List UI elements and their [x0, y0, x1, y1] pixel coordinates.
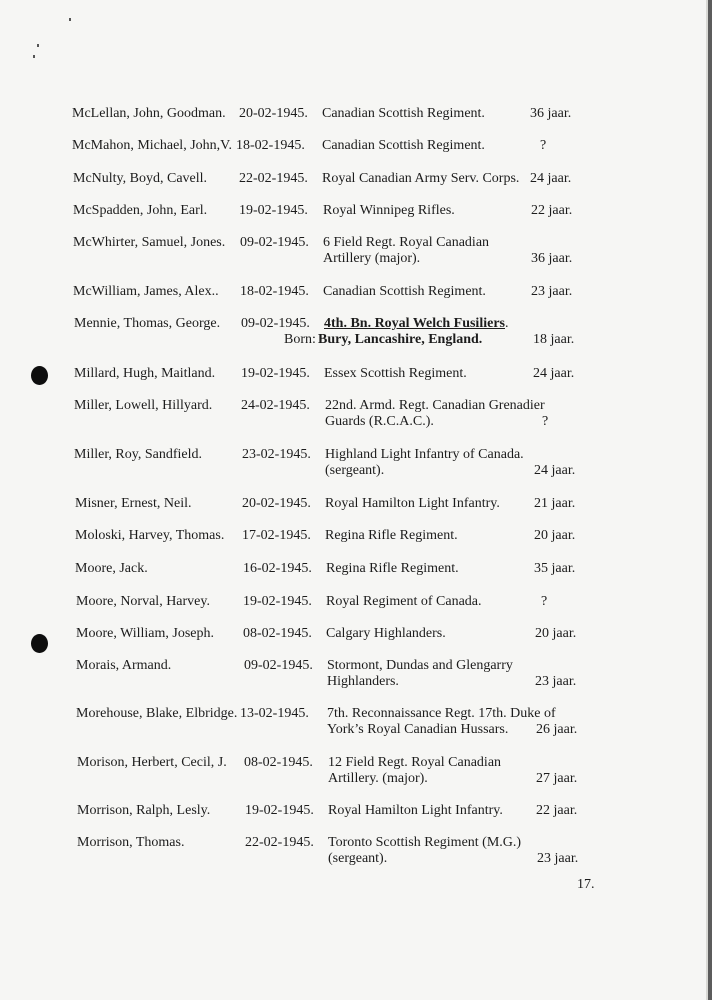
death-date: 20-02-1945.	[239, 106, 308, 121]
soldier-name: McNulty, Boyd, Cavell.	[73, 171, 208, 186]
soldier-name: McWilliam, James, Alex..	[73, 284, 219, 299]
unit: 6 Field Regt. Royal Canadian	[323, 235, 490, 250]
death-date: 24-02-1945.	[241, 398, 310, 413]
unit-line-2: (sergeant).	[328, 851, 388, 866]
soldier-name: Moloski, Harvey, Thomas.	[75, 528, 225, 543]
unit-line-2: Artillery (major).	[323, 251, 421, 266]
soldier-name: McWhirter, Samuel, Jones.	[73, 235, 226, 250]
death-date: 09-02-1945.	[241, 316, 310, 331]
death-date: 18-02-1945.	[240, 284, 309, 299]
age: 20 jaar.	[535, 626, 577, 641]
age: ?	[542, 414, 549, 429]
age: 21 jaar.	[534, 496, 576, 511]
punch-hole	[31, 634, 48, 653]
age: 26 jaar.	[536, 722, 578, 737]
unit-name: 4th. Bn. Royal Welch Fusiliers	[324, 316, 505, 331]
unit: Regina Rifle Regiment.	[326, 561, 459, 576]
unit-emphasized	[324, 315, 508, 332]
age: 36 jaar.	[531, 251, 573, 266]
death-date: 17-02-1945.	[242, 528, 311, 543]
soldier-name: Morehouse, Blake, Elbridge.	[76, 706, 238, 721]
unit-line-2: (sergeant).	[325, 463, 385, 478]
age: 36 jaar.	[530, 106, 572, 121]
unit: Royal Hamilton Light Infantry.	[328, 803, 503, 818]
age: 18 jaar.	[533, 332, 575, 347]
age: ?	[541, 594, 548, 609]
unit: Royal Hamilton Light Infantry.	[325, 496, 500, 511]
unit: Canadian Scottish Regiment.	[322, 138, 485, 153]
unit: Royal Canadian Army Serv. Corps.	[322, 171, 520, 186]
death-date: 19-02-1945.	[241, 366, 310, 381]
born-label: Born:	[284, 332, 316, 347]
age: 22 jaar.	[531, 203, 573, 218]
soldier-name: Miller, Roy, Sandfield.	[74, 447, 203, 462]
soldier-name: Mennie, Thomas, George.	[74, 316, 221, 331]
punch-hole	[31, 366, 48, 385]
age: 22 jaar.	[536, 803, 578, 818]
age: 35 jaar.	[534, 561, 576, 576]
death-date: 08-02-1945.	[243, 626, 312, 641]
unit: Calgary Highlanders.	[326, 626, 446, 641]
soldier-name: Morrison, Thomas.	[77, 835, 185, 850]
unit: Royal Winnipeg Rifles.	[323, 203, 455, 218]
soldier-name: Moore, William, Joseph.	[76, 626, 214, 641]
unit: Toronto Scottish Regiment (M.G.)	[328, 835, 522, 850]
age: 23 jaar.	[535, 674, 577, 689]
death-date: 22-02-1945.	[239, 171, 308, 186]
age: 24 jaar.	[530, 171, 572, 186]
age: 24 jaar.	[533, 366, 575, 381]
death-date: 08-02-1945.	[244, 755, 313, 770]
unit-line-2: Guards (R.C.A.C.).	[325, 414, 434, 429]
age: 23 jaar.	[531, 284, 573, 299]
unit: 7th. Reconnaissance Regt. 17th. Duke of	[327, 706, 556, 721]
death-date: 22-02-1945.	[245, 835, 314, 850]
soldier-name: McLellan, John, Goodman.	[72, 106, 226, 121]
scan-mark	[69, 18, 71, 21]
scan-mark	[33, 55, 35, 58]
death-date: 16-02-1945.	[243, 561, 312, 576]
soldier-name: Moore, Jack.	[75, 561, 148, 576]
unit-line-2: Artillery. (major).	[328, 771, 428, 786]
death-date: 09-02-1945.	[240, 235, 309, 250]
soldier-name: Morrison, Ralph, Lesly.	[77, 803, 211, 818]
soldier-name: Morais, Armand.	[76, 658, 172, 673]
unit-line-2: Highlanders.	[327, 674, 399, 689]
unit: Highland Light Infantry of Canada.	[325, 447, 524, 462]
soldier-name: Millard, Hugh, Maitland.	[74, 366, 216, 381]
scan-mark	[37, 44, 39, 47]
soldier-name: McMahon, Michael, John,V.	[72, 138, 232, 153]
birthplace: Bury, Lancashire, England.	[318, 332, 483, 347]
soldier-name: Moore, Norval, Harvey.	[76, 594, 210, 609]
unit: Stormont, Dundas and Glengarry	[327, 658, 513, 673]
age: 24 jaar.	[534, 463, 576, 478]
death-date: 19-02-1945.	[239, 203, 308, 218]
death-date: 18-02-1945.	[236, 138, 305, 153]
unit: Canadian Scottish Regiment.	[323, 284, 486, 299]
unit: Regina Rifle Regiment.	[325, 528, 458, 543]
death-date: 19-02-1945.	[245, 803, 314, 818]
unit: Royal Regiment of Canada.	[326, 594, 482, 609]
soldier-name: Morison, Herbert, Cecil, J.	[77, 755, 227, 770]
unit: 22nd. Armd. Regt. Canadian Grenadier	[325, 398, 545, 413]
unit-line-2: York’s Royal Canadian Hussars.	[327, 722, 509, 737]
death-date: 09-02-1945.	[244, 658, 313, 673]
unit-suffix: .	[504, 316, 509, 331]
death-date: 13-02-1945.	[240, 706, 309, 721]
death-date: 19-02-1945.	[243, 594, 312, 609]
unit: 12 Field Regt. Royal Canadian	[328, 755, 502, 770]
page-number: 17.	[577, 877, 595, 892]
soldier-name: Miller, Lowell, Hillyard.	[74, 398, 213, 413]
age: 23 jaar.	[537, 851, 579, 866]
soldier-name: Misner, Ernest, Neil.	[75, 496, 192, 511]
age: ?	[540, 138, 547, 153]
soldier-name: McSpadden, John, Earl.	[73, 203, 208, 218]
unit: Canadian Scottish Regiment.	[322, 106, 485, 121]
age: 20 jaar.	[534, 528, 576, 543]
unit: Essex Scottish Regiment.	[324, 366, 467, 381]
death-date: 20-02-1945.	[242, 496, 311, 511]
death-date: 23-02-1945.	[242, 447, 311, 462]
age: 27 jaar.	[536, 771, 578, 786]
